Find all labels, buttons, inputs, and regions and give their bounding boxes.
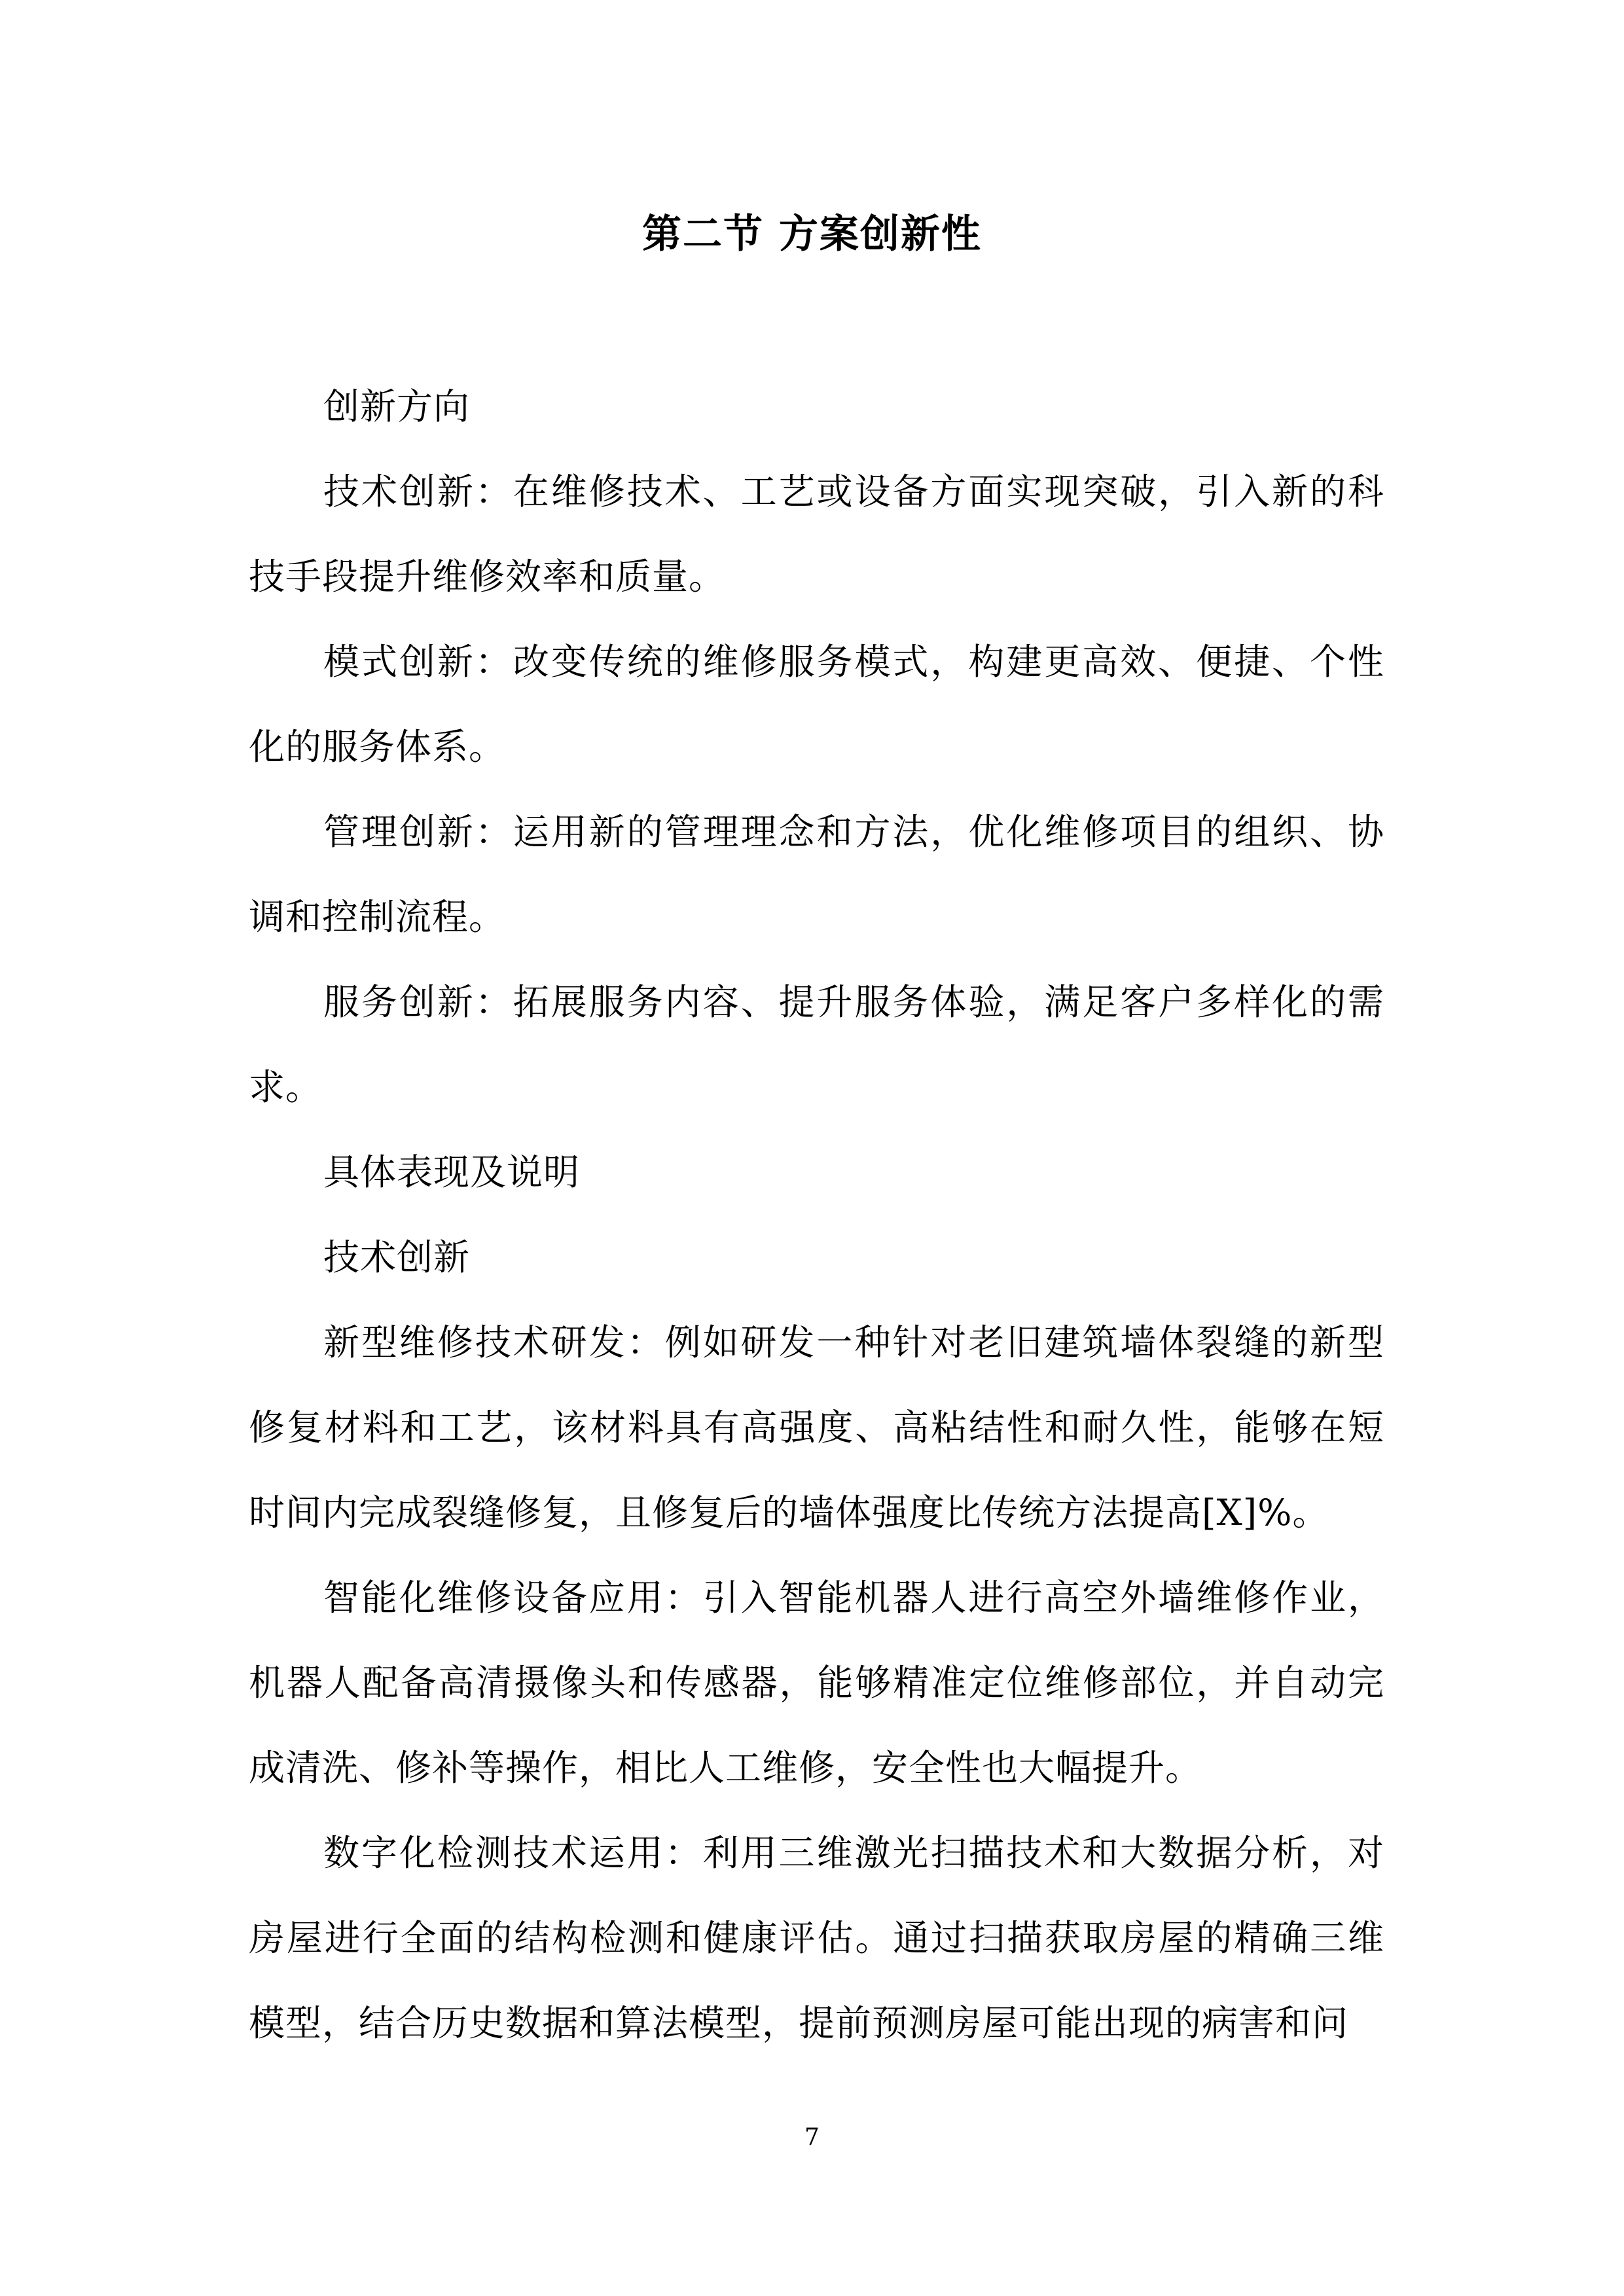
paragraph-new-repair-technology: 新型维修技术研发：例如研发一种针对老旧建筑墙体裂缝的新型修复材料和工艺，该材料具有高强度、高粘结性和耐久性，能够在短时间内完成裂缝修复，且修复后的墙体强度比传统方法提高[X]%。 bbox=[249, 1321, 1384, 1534]
paragraph-digital-detection: 数字化检测技术运用：利用三维激光扫描技术和大数据分析，对房屋进行全面的结构检测和健康评估。通过扫描获取房屋的精确三维模型，结合历史数据和算法模型，提前预测房屋可能出现的病害和问 bbox=[249, 1832, 1384, 2044]
page-number: 7 bbox=[804, 2124, 820, 2151]
paragraph-management-innovation: 管理创新：运用新的管理理念和方法，优化维修项目的组织、协调和控制流程。 bbox=[249, 811, 1384, 938]
section-title: 第二节 方案创新性 bbox=[642, 211, 982, 257]
paragraph-service-innovation: 服务创新：拓展服务内容、提升服务体验，满足客户多样化的需求。 bbox=[249, 981, 1384, 1108]
paragraph-model-innovation: 模式创新：改变传统的维修服务模式，构建更高效、便捷、个性化的服务体系。 bbox=[249, 641, 1384, 768]
paragraph-specific-performance: 具体表现及说明 bbox=[323, 1151, 581, 1193]
paragraph-intelligent-equipment: 智能化维修设备应用：引入智能机器人进行高空外墙维修作业，机器人配备高清摄像头和传感器，能够精准定位维修部位，并自动完成清洗、修补等操作，相比人工维修，安全性也大幅提升。 bbox=[249, 1577, 1384, 1789]
paragraph-technical-innovation-heading: 技术创新 bbox=[323, 1236, 471, 1278]
body-text bbox=[249, 364, 1384, 2066]
paragraph-technical-innovation: 技术创新：在维修技术、工艺或设备方面实现突破，引入新的科技手段提升维修效率和质量。 bbox=[249, 471, 1384, 598]
paragraph-innovation-direction: 创新方向 bbox=[323, 386, 471, 427]
